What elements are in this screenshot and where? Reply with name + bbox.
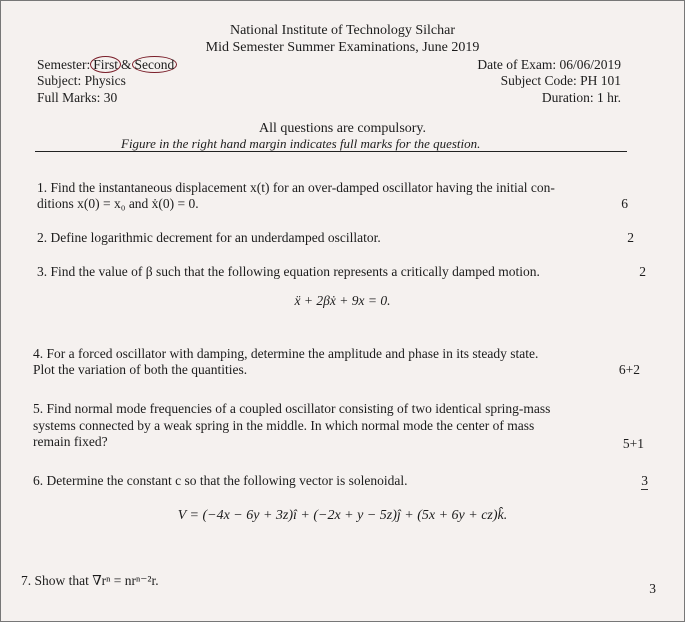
instruction-compulsory: All questions are compulsory. bbox=[258, 121, 427, 136]
question-2-marks: 2 bbox=[627, 230, 634, 245]
question-6-equation: V = (−4x − 6y + 3z)î + (−2x + y − 5z)ĵ + (5x + 6y + cz)k̂. bbox=[177, 508, 508, 523]
full-marks: Full Marks: 30 bbox=[37, 90, 118, 105]
question-6-marks: 3 bbox=[641, 473, 648, 488]
exam-date: Date of Exam: 06/06/2019 bbox=[477, 57, 621, 72]
semester-label: Semester: bbox=[37, 57, 91, 72]
question-4-marks: 6+2 bbox=[618, 362, 640, 377]
question-7-text: 7. Show that ∇rⁿ = nrⁿ⁻²r. bbox=[21, 573, 159, 588]
semester-second: Second bbox=[132, 56, 178, 73]
duration: Duration: 1 hr. bbox=[541, 90, 621, 105]
semester-amp: & bbox=[121, 57, 132, 72]
question-5-line-3: remain fixed? bbox=[33, 434, 108, 449]
question-2-text: 2. Define logarithmic decrement for an underdamped oscillator. bbox=[37, 230, 381, 245]
subject: Subject: Physics bbox=[37, 73, 126, 88]
question-1-line-2: ditions x(0) = x₀ and ẋ(0) = 0. bbox=[37, 196, 199, 211]
question-5-line-1: 5. Find normal mode frequencies of a coupled oscillator consisting of two identical spring-mass bbox=[33, 401, 551, 416]
question-6-text: 6. Determine the constant c so that the following vector is solenoidal. bbox=[33, 473, 408, 488]
question-3-text: 3. Find the value of β such that the following equation represents a critically damped motion. bbox=[37, 264, 540, 279]
institute-name: National Institute of Technology Silchar bbox=[229, 23, 456, 38]
question-5-line-2: systems connected by a weak spring in the middle. In which normal mode the center of mass bbox=[33, 418, 535, 433]
semester-line bbox=[37, 57, 177, 73]
question-1-line-1: 1. Find the instantaneous displacement x(t) for an over-damped oscillator having the initial con- bbox=[37, 180, 555, 195]
question-5-marks: 5+1 bbox=[622, 436, 644, 451]
divider bbox=[35, 151, 627, 152]
question-1-marks: 6 bbox=[621, 196, 628, 211]
semester-first: First bbox=[90, 56, 121, 73]
question-4-line-2: Plot the variation of both the quantities. bbox=[33, 362, 248, 377]
question-7-marks: 3 bbox=[649, 581, 656, 596]
exam-title: Mid Semester Summer Examinations, June 2019 bbox=[205, 40, 480, 55]
subject-code: Subject Code: PH 101 bbox=[500, 73, 621, 88]
question-4-line-1: 4. For a forced oscillator with damping, determine the amplitude and phase in its steady state. bbox=[33, 346, 539, 361]
question-3-equation: ẍ + 2βẋ + 9x = 0. bbox=[294, 293, 391, 308]
question-3-marks: 2 bbox=[639, 264, 646, 279]
instruction-marks: Figure in the right hand margin indicates full marks for the question. bbox=[121, 136, 481, 151]
